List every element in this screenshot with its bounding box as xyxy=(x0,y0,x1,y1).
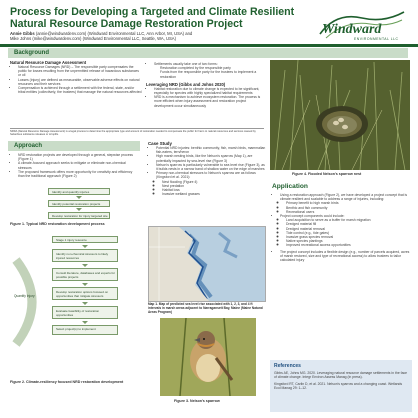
down-arrow-icon xyxy=(82,302,88,305)
list-item: ◦ Invasive grass species removal xyxy=(286,235,412,239)
list-item: ◦ Dredged material fill xyxy=(286,222,412,226)
sparrow-image xyxy=(160,318,256,396)
list-item: • Project concept components could include: xyxy=(280,214,412,218)
list-item: • Losses (injury) are defined as measurable, observable adverse effects on natural resources and their services xyxy=(18,78,142,86)
reference-1: Gibbs AE, Johns MG. 2020. Leveraging natural resource damage settlements in the face of climate change. Integr Environ Assess Manag (in press). xyxy=(274,371,408,380)
application xyxy=(272,193,412,262)
list-item: ◦ Tide control (e.g., tide gates) xyxy=(286,231,412,235)
approach-list xyxy=(10,153,138,178)
list-item: • High marsh nesting birds, like the Nelson's sparrow (Map 1), are potentially impacted by sea-level rise (Figure 3) xyxy=(156,154,266,162)
fig4-caption: Figure 4. Flooded Nelson's sparrow nest xyxy=(292,172,362,176)
flow-box: Identify non-chemical stressors to likely injured resources xyxy=(52,249,118,262)
down-arrow-icon xyxy=(76,196,82,199)
list-item: ◦ Dredged material removal xyxy=(286,227,412,231)
figure-2-flow xyxy=(52,236,118,335)
down-arrow-icon xyxy=(82,245,88,248)
footnote-rule xyxy=(10,128,264,129)
nest-photo xyxy=(270,60,410,170)
figure-2 xyxy=(8,232,140,376)
flow-box: Develop restoration options focused on opportunities that mitigate stressors xyxy=(52,287,118,300)
list-item: ◦ Native species plantings xyxy=(286,239,412,243)
flow-box: Consult literature, databases and experts for possible projects xyxy=(52,268,118,281)
fig3-caption: Figure 3. Nelson's sparrow xyxy=(174,399,220,403)
list-item: • Habitat restoration due to climate change is expected to be significant, especially for species with highly specialized habitat requirements xyxy=(154,87,262,95)
approach-heading: Approach xyxy=(8,141,140,151)
footnote: NRDA (Natural Resource Damage Assessment) is a legal process to determine the appropriate type and amount of restoration needed to compensate the public for harm to natural resources and services caused by hazardous substance releases or oil spills. xyxy=(10,130,256,137)
logo-wordmark: Windward xyxy=(322,22,382,37)
sea-level-map xyxy=(148,226,266,302)
references-box xyxy=(270,360,412,412)
reference-2: Kingsford RT, Carlin D, et al. 2021. Nelson's sparrow and a changing coast. Wetlands Ecol Manag 29: 1–12. xyxy=(274,381,403,390)
nrda-subheading: Natural Resource Damage Assessment xyxy=(10,60,87,65)
windward-logo xyxy=(316,8,408,44)
list-item: • Compensation is achieved through a settlement with the federal, state, and/or tribal entities (collectively, the trustees) that manage the natural resources affected xyxy=(18,86,142,94)
map-caption: Map 1. Map of predicted sea level rise associated with 1, 2, 3, and 4 ft intervals in marsh areas adjacent to Narragansett Bay, Maine (Maine Natural Areas Program) xyxy=(148,302,263,314)
application-heading: Application xyxy=(272,183,308,190)
down-arrow-icon xyxy=(82,283,88,286)
down-arrow-icon xyxy=(82,321,88,324)
down-arrow-icon xyxy=(82,264,88,267)
application-list xyxy=(272,193,412,262)
list-item: • Primary non-chemical stressors to Nelson's sparrow are as follows (Kingsford et al. 2021): xyxy=(156,171,266,179)
sparrow-photo xyxy=(160,318,256,396)
list-item: • NRD is a mechanism to achieve ecosystem restoration. The process is more efficient when injury assessment and restoration project development occur simultaneously xyxy=(154,95,262,108)
nest-image xyxy=(270,60,410,170)
fig2-caption: Figure 2. Climate-resiliency focused NRD restoration development xyxy=(10,380,124,384)
list-item: ◦ Invasive wetland grasses xyxy=(162,192,266,196)
list-item: ◦ Habitat loss xyxy=(162,188,266,192)
down-arrow-icon xyxy=(76,208,82,211)
authors xyxy=(10,31,310,42)
flow-box: Select project(s) to implement xyxy=(52,325,118,335)
list-item: • NRD restoration projects are developed through a general, stepwise process (Figure 1) xyxy=(18,153,138,161)
author-1: Annie Gibbs (annie@windwardenv.com) (Windward Environmental LLC, Ann Arbor, MI, USA) and xyxy=(10,31,193,36)
references-heading: References xyxy=(274,363,301,369)
list-item: • Nelson's sparrow is particularly vulnerable to sea level rise (Figure 3), as it builds nests in a narrow band of shallow water on the edge of marshes xyxy=(156,163,266,171)
list-item: • The project concept includes a flexible design (e.g., number of parcels acquired, acres of marsh restored, size and type of recreational access) to allow trustees to tailor calculated injury xyxy=(280,250,412,263)
list-item: • A climate-focused approach seeks to mitigate or eliminate non-chemical stressors xyxy=(18,161,138,169)
list-item: ◦ Benthic and fish community xyxy=(286,206,412,210)
flow-box: Identify and quantify injuries xyxy=(48,188,110,195)
quantify-injury-label: Quantify Injury xyxy=(14,294,35,298)
background-mid xyxy=(146,62,262,108)
list-item: • Using a restoration approach (Figure 2), we have developed a project concept that is climate resilient and scalable to address a range of injuries, including: xyxy=(280,193,412,201)
flow-box: Stage 1 injury resource xyxy=(52,236,118,243)
list-item: • Potential NRD injuries: benthic community, fish, marsh birds, mammalian fish-eaters, tern/heron xyxy=(156,146,266,154)
list-item: ◦ Primary benefit to high marsh birds xyxy=(286,201,412,205)
background-heading: Background xyxy=(8,48,408,58)
case-study-heading: Case Study xyxy=(148,141,172,146)
quantify-injury-arrow-icon xyxy=(12,256,52,348)
list-item: ◦ Land acquisition to serve as a buffer for marsh migration xyxy=(286,218,412,222)
poster-title: Process for Developing a Targeted and Climate Resilient Natural Resource Damage Restoration Project xyxy=(10,6,295,30)
flow-box: Evaluate feasibility of restoration opportunities xyxy=(52,306,118,319)
flow-box: Develop restoration for injury targeted site xyxy=(48,212,110,219)
fig1-caption: Figure 1. Typical NRD restoration development process xyxy=(10,222,105,226)
header-rule xyxy=(0,44,418,47)
flow-box: Identify potential restoration projects xyxy=(48,200,110,207)
leveraging-subheading: Leveraging NRD (Gibbs and Johns 2020) xyxy=(146,81,226,87)
case-study xyxy=(148,141,266,196)
list-item: • The proposed framework offers more opportunity for creativity and efficiency than the traditional approach (Figure 2) xyxy=(18,170,138,178)
background-left-list xyxy=(10,65,142,94)
author-2: Mike Johns (mike@windwardenv.com) (Windward Environmental LLC, Seattle, WA, USA) xyxy=(10,36,176,42)
case-study-list xyxy=(148,146,266,196)
list-item: • Settlements usually take one of two forms: xyxy=(154,62,262,66)
list-item: ◦ Nest predation xyxy=(162,184,266,188)
logo-subtitle: ENVIRONMENTAL LLC xyxy=(354,37,399,41)
list-item: • Natural Resource Damages (NRD) – The responsible party compensates the public for losses resulting from the unpermitted release of hazardous substances or oil xyxy=(18,65,142,78)
list-item: Restoration completed by the responsible party xyxy=(160,66,231,71)
map-image xyxy=(149,227,265,301)
list-item: ◦ Improved recreational access opportunities xyxy=(286,243,412,247)
list-item: ◦ Recreational users xyxy=(286,210,412,214)
background-left xyxy=(10,60,142,94)
list-item: ◦ Nest flooding (Figure 4) xyxy=(162,180,266,184)
list-item: Funds from the responsible party for the trustees to implement a restoration xyxy=(160,70,257,79)
figure-1-flow xyxy=(48,188,110,219)
